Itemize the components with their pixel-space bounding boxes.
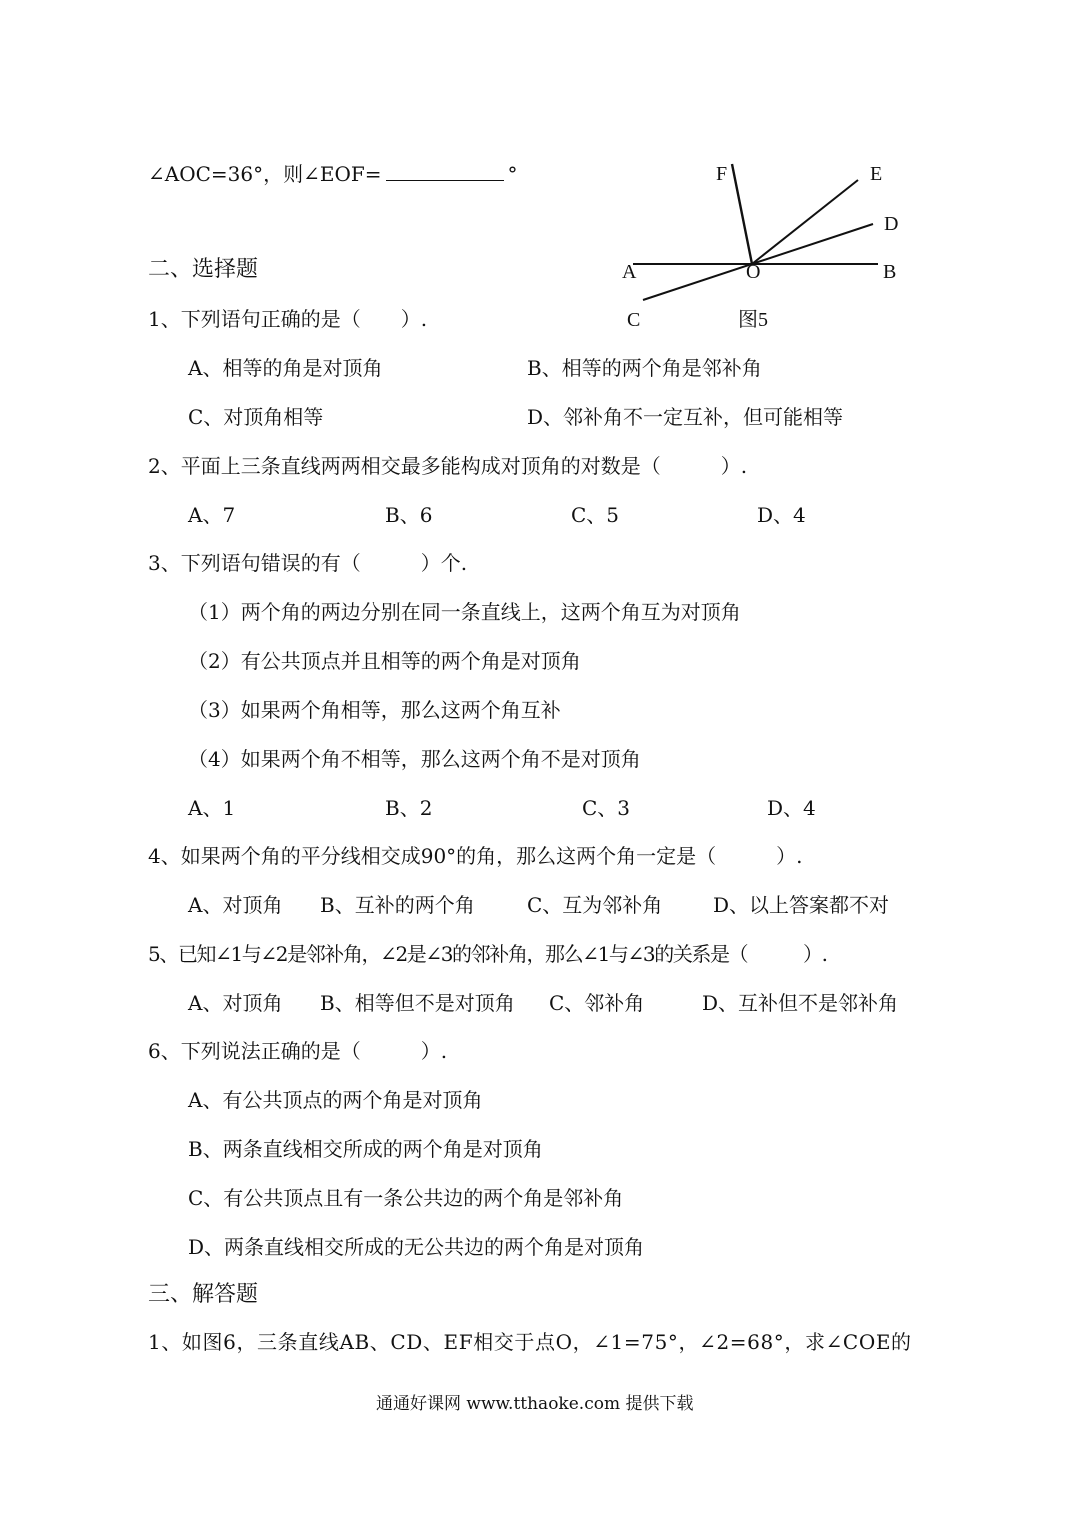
label-d: D	[884, 213, 899, 235]
q3-stem: 3、下列语句错误的有（ ）个.	[148, 551, 468, 575]
q1-option-b[interactable]: B、相等的两个角是邻补角	[527, 356, 762, 380]
q1-option-a[interactable]: A、相等的角是对顶角	[188, 356, 383, 380]
q5-option-b[interactable]: B、相等但不是对顶角	[320, 991, 515, 1015]
q3-option-b[interactable]: B、2	[385, 796, 433, 820]
s3-q1-stem: 1、如图6，三条直线AB、CD、EF相交于点O，∠1=75°，∠2=68°，求∠COE的	[148, 1330, 912, 1354]
label-b: B	[883, 261, 897, 283]
q6-option-a[interactable]: A、有公共顶点的两个角是对顶角	[188, 1088, 483, 1112]
q4-option-a[interactable]: A、对顶角	[188, 893, 283, 917]
q3-option-c[interactable]: C、3	[582, 796, 631, 820]
q3-statement-1: （1）两个角的两边分别在同一条直线上，这两个角互为对顶角	[188, 600, 741, 624]
q4-option-c[interactable]: C、互为邻补角	[527, 893, 663, 917]
ray-oe	[752, 180, 858, 264]
fill-in-question	[148, 160, 518, 187]
figure-caption: 图5	[738, 309, 768, 331]
q4-stem: 4、如果两个角的平分线相交成90°的角，那么这两个角一定是（ ）.	[148, 844, 803, 868]
label-c: C	[627, 309, 641, 331]
q1-option-d[interactable]: D、邻补角不一定互补，但可能相等	[527, 405, 844, 429]
q5-option-a[interactable]: A、对顶角	[188, 991, 283, 1015]
q5-option-c[interactable]: C、邻补角	[549, 991, 645, 1015]
q2-stem: 2、平面上三条直线两两相交最多能构成对顶角的对数是（ ）.	[148, 454, 748, 478]
footer-text: 通通好课网 www.tthaoke.com 提供下载	[376, 1394, 694, 1414]
q1-option-c[interactable]: C、对顶角相等	[188, 405, 324, 429]
q3-statement-3: （3）如果两个角相等，那么这两个角互补	[188, 698, 561, 722]
q2-option-a[interactable]: A、7	[188, 503, 236, 527]
q2-option-b[interactable]: B、6	[385, 503, 433, 527]
q2-option-d[interactable]: D、4	[757, 503, 806, 527]
q3-option-d[interactable]: D、4	[767, 796, 816, 820]
q2-option-c[interactable]: C、5	[571, 503, 620, 527]
label-a: A	[622, 261, 637, 283]
answer-blank[interactable]	[386, 160, 504, 181]
section-3-title: 三、解答题	[148, 1282, 259, 1307]
fill-in-prefix: ∠AOC=36°，则∠EOF=	[148, 162, 382, 186]
q5-stem: 5、已知∠1与∠2是邻补角，∠2是∠3的邻补角，那么∠1与∠3的关系是（ ）.	[148, 942, 827, 966]
q3-statement-2: （2）有公共顶点并且相等的两个角是对顶角	[188, 649, 581, 673]
label-f: F	[716, 163, 728, 185]
ray-of	[732, 164, 752, 264]
fill-in-suffix: °	[507, 162, 518, 186]
q5-option-d[interactable]: D、互补但不是邻补角	[702, 991, 899, 1015]
q4-option-d[interactable]: D、以上答案都不对	[713, 893, 890, 917]
figure-5	[600, 150, 920, 340]
q6-stem: 6、下列说法正确的是（ ）.	[148, 1039, 448, 1063]
q1-stem: 1、下列语句正确的是（ ）.	[148, 307, 428, 331]
q3-statement-4: （4）如果两个角不相等，那么这两个角不是对顶角	[188, 747, 641, 771]
q6-option-c[interactable]: C、有公共顶点且有一条公共边的两个角是邻补角	[188, 1186, 624, 1210]
q6-option-d[interactable]: D、两条直线相交所成的无公共边的两个角是对顶角	[188, 1235, 645, 1259]
q6-option-b[interactable]: B、两条直线相交所成的两个角是对顶角	[188, 1137, 543, 1161]
label-e: E	[870, 163, 883, 185]
label-o: O	[746, 261, 761, 283]
q4-option-b[interactable]: B、互补的两个角	[320, 893, 475, 917]
section-2-title: 二、选择题	[148, 257, 259, 282]
q3-option-a[interactable]: A、1	[188, 796, 236, 820]
